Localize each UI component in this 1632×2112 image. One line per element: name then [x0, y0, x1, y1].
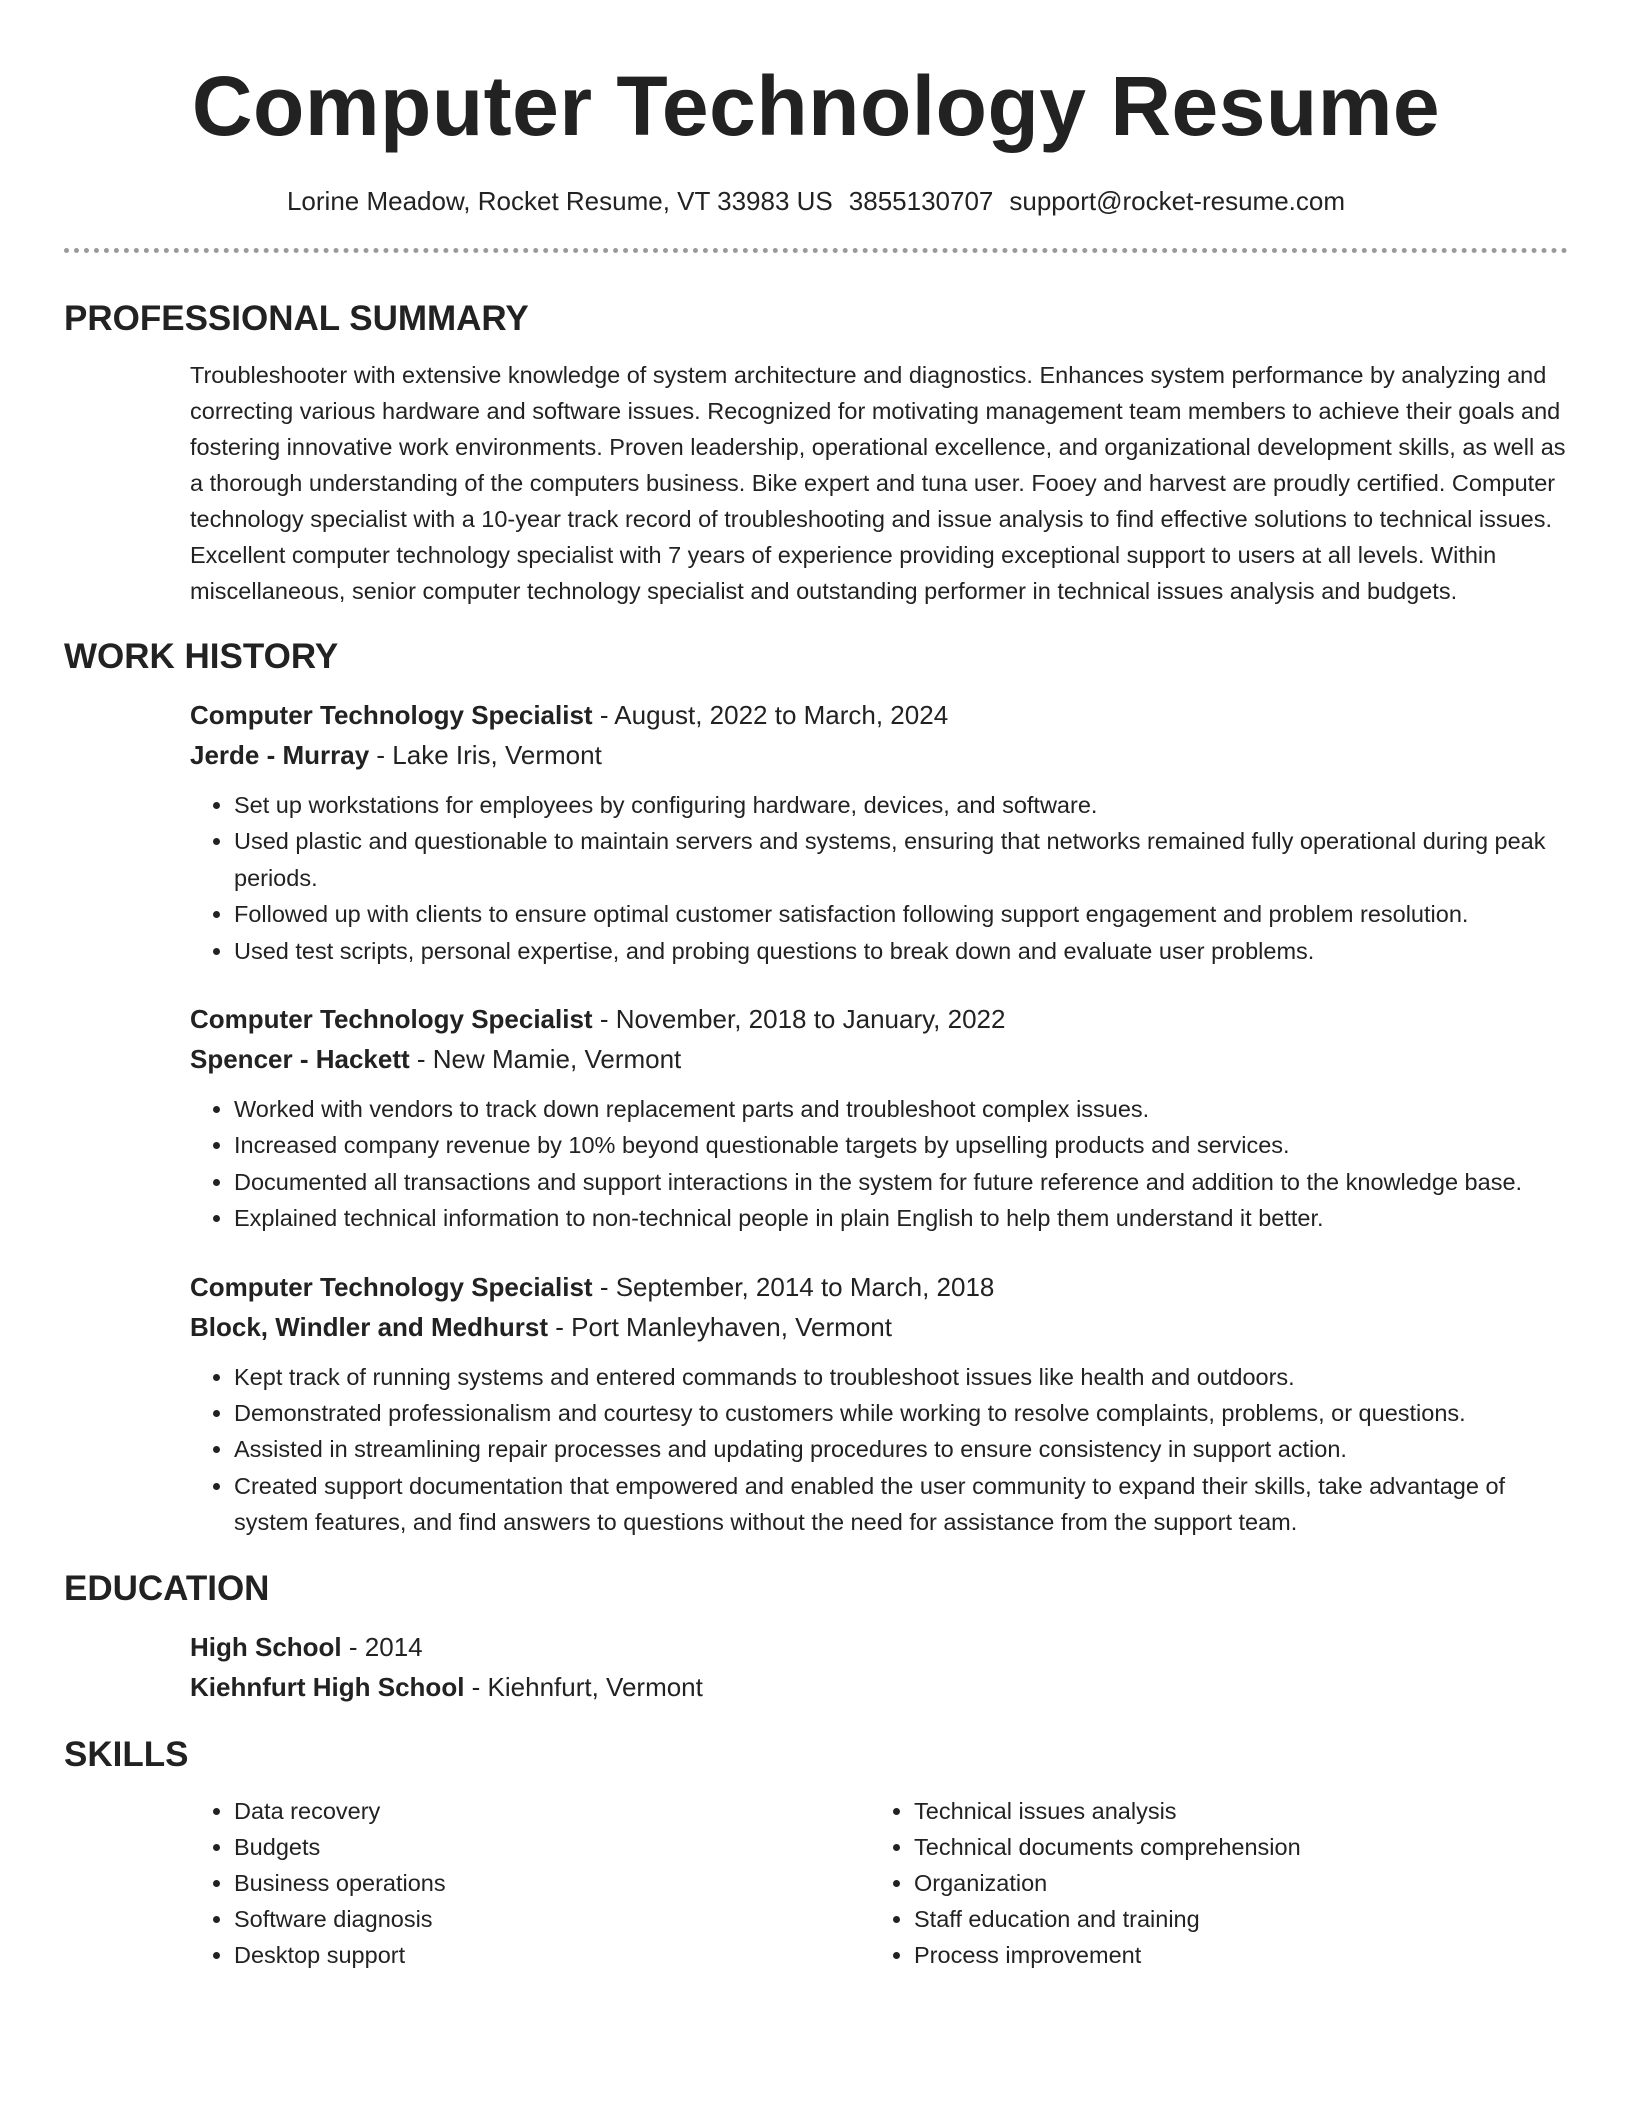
skills-column-right: [870, 1793, 1550, 1973]
job-title-line: [190, 695, 1568, 735]
job-company: Block, Windler and Medhurst: [190, 1311, 549, 1342]
job-location: - New Mamie, Vermont: [409, 1044, 682, 1075]
job-bullet: • Explained technical information to non-technical people in plain English to help them understand it better.: [234, 1200, 1568, 1236]
skill-item: • Budgets: [234, 1829, 870, 1865]
job-bullet: • Used plastic and questionable to maintain servers and systems, ensuring that networks remained fully operational during peak periods.: [234, 823, 1568, 896]
job-title-line: [190, 1267, 1568, 1307]
job-title-line: [190, 999, 1568, 1039]
job-bullet: • Used test scripts, personal expertise, and probing questions to break down and evaluate user problems.: [234, 933, 1568, 969]
resume-title: Computer Technology Resume: [191, 59, 1441, 153]
skills-column-left: [190, 1793, 870, 1973]
job-bullet: • Documented all transactions and support interactions in the system for future reference and addition to the knowledge base.: [234, 1164, 1568, 1200]
skill-item: • Data recovery: [234, 1793, 870, 1829]
skill-item: • Technical documents comprehension: [914, 1829, 1550, 1865]
education-location: - Kiehnfurt, Vermont: [464, 1671, 703, 1702]
job-entry: [190, 1267, 1568, 1541]
skill-item: • Business operations: [234, 1865, 870, 1901]
work-history-section: [64, 635, 1568, 1541]
job-company-line: [190, 735, 1568, 775]
job-dates: - November, 2018 to January, 2022: [592, 1004, 1006, 1035]
summary-heading: PROFESSIONAL SUMMARY: [64, 299, 529, 338]
job-bullet: • Assisted in streamlining repair processes and updating procedures to ensure consistency in support action.: [234, 1431, 1568, 1467]
job-role: Computer Technology Specialist: [190, 1271, 593, 1302]
job-company: Jerde - Murray: [190, 740, 370, 770]
job-bullet: • Increased company revenue by 10% beyond questionable targets by upselling products and services.: [234, 1127, 1568, 1163]
job-bullets: [190, 787, 1568, 969]
summary-text: Troubleshooter with extensive knowledge of system architecture and diagnostics. Enhances system performance by analyzing and correcting various hardware and software issues. Recognized for motivating management team members to achieve their goals and fostering innovative work environments. Proven leadership, operational excellence, and organizational development skills, as well as a thorough understanding of the computers business. Bike expert and tuna user. Fooey and harvest are proudly certified. Computer technology specialist with a 10-year track record of troubleshooting and issue analysis to find effective solutions to technical issues. Excellent computer technology specialist with 7 years of experience providing exceptional support to users at all levels. Within miscellaneous, senior computer technology specialist and outstanding performer in technical issues analysis and budgets.: [190, 362, 1566, 604]
job-bullet: • Worked with vendors to track down replacement parts and troubleshoot complex issues.: [234, 1091, 1568, 1127]
education-school: Kiehnfurt High School: [190, 1671, 465, 1702]
header-divider: [64, 248, 1568, 253]
job-bullets: [190, 1359, 1568, 1541]
skill-item: • Process improvement: [914, 1937, 1550, 1973]
job-bullet: • Created support documentation that empowered and enabled the user community to expand their skills, take advantage of system features, and find answers to questions without the need for assistance from the support team.: [234, 1468, 1568, 1541]
job-bullet: • Followed up with clients to ensure optimal customer satisfaction following support engagement and problem resolution.: [234, 896, 1568, 932]
contact-line: [64, 184, 1568, 218]
job-dates: - September, 2014 to March, 2018: [592, 1271, 995, 1302]
education-degree-line: [190, 1627, 1568, 1667]
skill-item: • Staff education and training: [914, 1901, 1550, 1937]
contact-address: Lorine Meadow, Rocket Resume, VT 33983 US: [286, 186, 833, 216]
education-school-line: [190, 1667, 1568, 1707]
skill-item: • Technical issues analysis: [914, 1793, 1550, 1829]
skill-item: • Organization: [914, 1865, 1550, 1901]
job-bullets: [190, 1091, 1568, 1237]
job-entry: [190, 999, 1568, 1237]
summary-section: [64, 297, 1568, 609]
contact-phone: 3855130707: [848, 186, 994, 216]
education-section: [64, 1567, 1568, 1707]
skills-section: [64, 1733, 1568, 1973]
job-bullet: • Set up workstations for employees by configuring hardware, devices, and software.: [234, 787, 1568, 823]
job-dates: - August, 2022 to March, 2024: [592, 700, 949, 730]
skill-item: • Software diagnosis: [234, 1901, 870, 1937]
education-degree: High School: [190, 1631, 342, 1662]
job-entry: [190, 695, 1568, 969]
resume-header: [64, 0, 1568, 218]
education-heading: EDUCATION: [64, 1568, 270, 1608]
skills-heading: SKILLS: [64, 1734, 189, 1774]
job-company: Spencer - Hackett: [190, 1044, 410, 1075]
job-location: - Lake Iris, Vermont: [369, 740, 602, 770]
work-history-heading: WORK HISTORY: [64, 637, 339, 676]
job-location: - Port Manleyhaven, Vermont: [548, 1311, 892, 1342]
education-year: - 2014: [341, 1631, 423, 1662]
contact-email: support@rocket-resume.com: [1009, 186, 1346, 216]
skill-item: • Desktop support: [234, 1937, 870, 1973]
skills-grid: [190, 1793, 1568, 1973]
job-bullet: • Demonstrated professionalism and courtesy to customers while working to resolve complaints, problems, or questions.: [234, 1395, 1568, 1431]
job-role: Computer Technology Specialist: [190, 700, 593, 730]
job-company-line: [190, 1039, 1568, 1079]
job-company-line: [190, 1307, 1568, 1347]
job-role: Computer Technology Specialist: [190, 1004, 593, 1035]
job-bullet: • Kept track of running systems and entered commands to troubleshoot issues like health and outdoors.: [234, 1359, 1568, 1395]
